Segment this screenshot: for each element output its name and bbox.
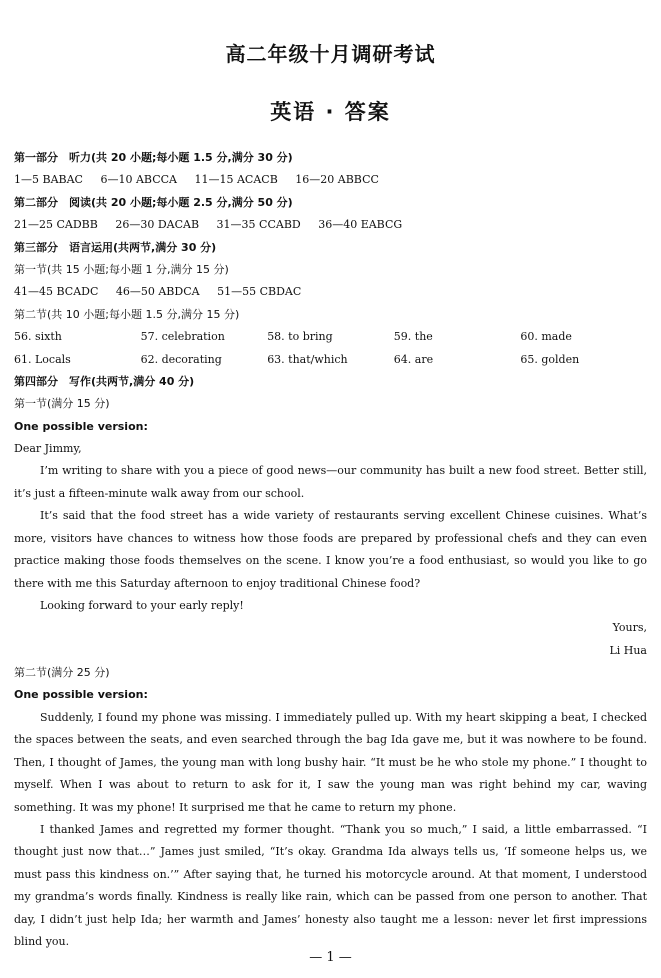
- answer-key: 26—30 DACAB: [115, 218, 200, 232]
- page-subtitle: 英语 · 答案: [270, 100, 391, 124]
- part3-sec1-heading: 第一节(共 15 小题;每小题 1 分,满分 15 分): [14, 262, 229, 276]
- part1-heading: 第一部分 听力(共 20 小题;每小题 1.5 分,满分 30 分): [14, 151, 293, 164]
- part3-heading: 第三部分 语言运用(共两节,满分 30 分): [14, 240, 217, 254]
- fill-answer: 60. made: [520, 330, 572, 344]
- answer-key: 46—50 ABDCA: [115, 285, 200, 299]
- fill-answer: 56. sixth: [14, 330, 62, 344]
- page-title: 高二年级十月调研考试: [225, 42, 436, 66]
- letter-greeting: Dear Jimmy,: [14, 442, 82, 456]
- story-paragraph: Suddenly, I found my phone was missing. I immediately pulled up. With my heart skipping a beat, I checked the spaces between the seats, and even searched through the bag Ida gave me, but it was nowhere to be found. Then, I thought of James, the young man with long bushy hair. “It must be he who stole my phone.” I thought to myself. When I was about to return to ask for it, I saw the young man was right behind my car, waving something. It was my phone! It surprised me that he came to return my phone.: [14, 710, 647, 814]
- fill-answers-row-2: [14, 349, 647, 371]
- fill-answer: 65. golden: [520, 352, 580, 366]
- part2-heading: 第二部分 阅读(共 20 小题;每小题 2.5 分,满分 50 分): [14, 195, 293, 209]
- letter-paragraph: It’s said that the food street has a wide variety of restaurants serving excellent Chinese cuisines. What’s more, visitors have chances to witness how those foods are prepared by professional chefs and they can even practice making those foods themselves on the scene. I know you’re a food enthusiast, so would you like to go there with me this Saturday afternoon to enjoy traditional Chinese food?: [14, 509, 647, 590]
- part1-keys: [14, 169, 647, 191]
- fill-answer: 57. celebration: [140, 330, 225, 344]
- answer-content: [14, 147, 647, 953]
- answer-key: 1—5 BABAC: [14, 173, 83, 187]
- part3-sec2-heading: 第二节(共 10 小题;每小题 1.5 分,满分 15 分): [14, 307, 240, 321]
- answer-key: 36—40 EABCG: [318, 218, 403, 232]
- fill-answer: 61. Locals: [14, 352, 71, 366]
- part4-heading: 第四部分 写作(共两节,满分 40 分): [14, 374, 195, 388]
- answer-key: 11—15 ACACB: [194, 173, 278, 187]
- answer-key: 16—20 ABBCC: [295, 173, 379, 187]
- letter-closing: Yours,: [612, 621, 647, 635]
- version-label: One possible version:: [14, 688, 148, 702]
- fill-answer: 63. that/which: [267, 352, 348, 366]
- answer-key: 41—45 BCADC: [14, 285, 99, 299]
- story-paragraph: I thanked James and regretted my former thought. “Thank you so much,” I said, a little embarrassed. “I thought just now that…” James just smiled, “It’s okay. Grandma Ida always tells us, ‘If someone helps us, we must pass this kindness on.’” After saying that, he turned his motorcycle around. At that moment, I understood my grandma’s words finally. Kindness is really like rain, which can be passed from one person to another. That day, I didn’t just help Ida; her warmth and James’ honesty also taught me a lesson: never let first impressions blind you.: [14, 822, 647, 948]
- version-label: One possible version:: [14, 419, 148, 433]
- fill-answer: 59. the: [393, 330, 433, 344]
- answer-key: 6—10 ABCCA: [100, 173, 177, 187]
- fill-answer: 64. are: [393, 352, 434, 366]
- letter-signature: Li Hua: [609, 643, 647, 657]
- answer-key: 51—55 CBDAC: [217, 285, 302, 299]
- page-number: — 1 —: [309, 950, 352, 965]
- fill-answer: 62. decorating: [140, 352, 222, 366]
- part4-sec2-heading: 第二节(满分 25 分): [14, 666, 110, 680]
- letter-paragraph: I’m writing to share with you a piece of good news—our community has built a new food street. Better still, it’s just a fifteen-minute walk away from our school.: [14, 464, 647, 500]
- fill-answer: 58. to bring: [267, 330, 333, 344]
- part3-sec1-keys: [14, 281, 647, 303]
- fill-answers-row-1: [14, 326, 647, 348]
- letter-paragraph: Looking forward to your early reply!: [40, 598, 244, 612]
- answer-key: 21—25 CADBB: [14, 218, 98, 232]
- part2-keys: [14, 214, 647, 236]
- answer-key: 31—35 CCABD: [216, 218, 301, 232]
- part4-sec1-heading: 第一节(满分 15 分): [14, 397, 110, 411]
